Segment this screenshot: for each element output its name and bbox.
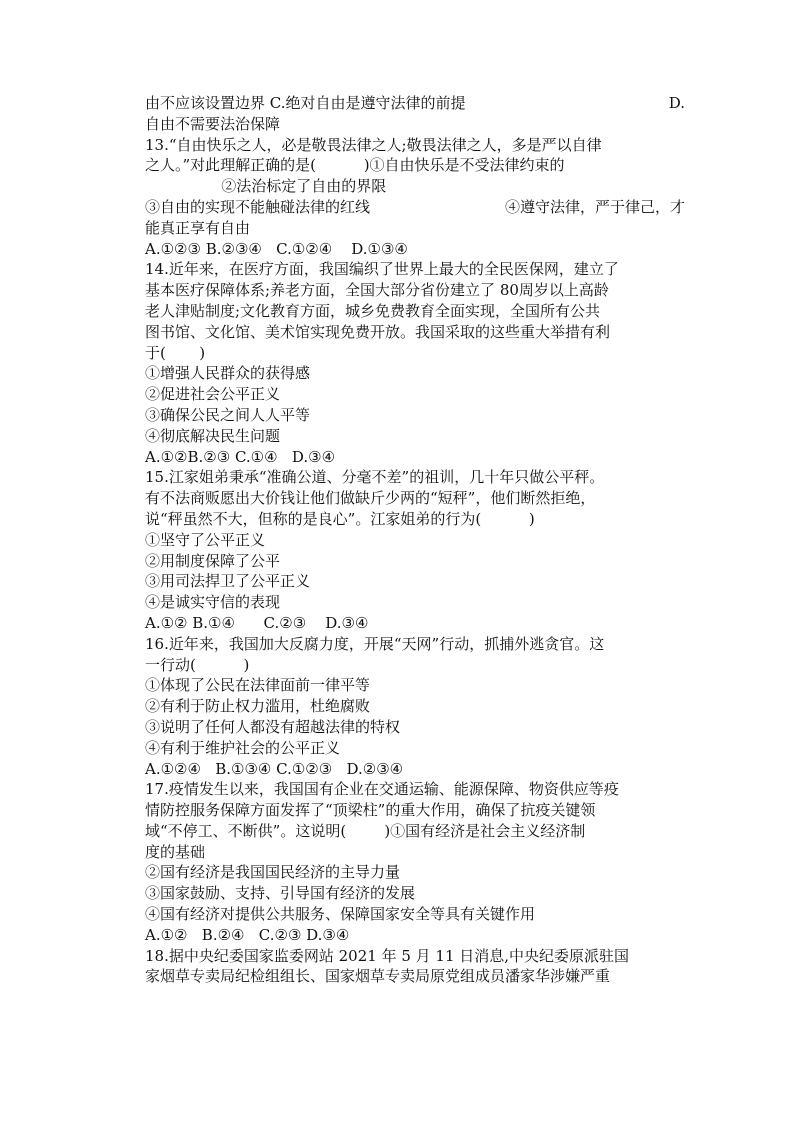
answer-options: A.①②B.②③ C.①④ D.③④ [145, 447, 336, 466]
question-17-stem: 17.疫情发生以来，我国国有企业在交通运输、能源保障、物资供应等疫 [145, 780, 619, 799]
statement-item: ④有利于维护社会的公平正义 [145, 738, 341, 757]
text-line: 家烟草专卖局纪检组组长、国家烟草专卖局原党组成员潘家华涉嫌严重 [145, 967, 611, 986]
statement-item: ②国有经济是我国国民经济的主导力量 [145, 863, 401, 882]
text-line: 能真正享有自由 [145, 218, 251, 237]
text-line: 于( ) [145, 343, 206, 362]
text-line-right: ④遵守法律，严于律己，才 [504, 197, 685, 216]
text-line-right: D. [668, 94, 685, 112]
text-line: 说“秤虽然不大，但称的是良心”。江家姐弟的行为( ) [145, 509, 535, 528]
statement-item: ②有利于防止权力滥用，杜绝腐败 [145, 697, 371, 716]
text-line-left: 由不应该设置边界 C.绝对自由是遵守法律的前提 [145, 94, 466, 112]
statement-item: ③说明了任何人都没有超越法律的特权 [145, 717, 401, 736]
statement-item: ③国家鼓励、支持、引导国有经济的发展 [145, 884, 416, 903]
statement-item: ②促进社会公平正义 [145, 385, 281, 404]
question-16-stem: 16.近年来，我国加大反腐力度，开展“天网”行动，抓捕外逃贪官。这 [145, 634, 605, 653]
question-13-stem: 13.“自由快乐之人，必是敬畏法律之人;敬畏法律之人，多是严以自律 [145, 135, 602, 154]
answer-options: A.①②③ B.②③④ C.①②④ D.①③④ [145, 239, 408, 258]
statement-item: ①体现了公民在法律面前一律平等 [145, 676, 371, 695]
question-14-stem: 14.近年来，在医疗方面，我国编织了世界上最大的全民医保网，建立了 [145, 260, 619, 279]
statement-item: ③用司法捍卫了公平正义 [145, 572, 311, 591]
text-line: 度的基础 [145, 842, 206, 861]
statement-item: ④国有经济对提供公共服务、保障国家安全等具有关键作用 [145, 905, 536, 924]
question-15-stem: 15.江家姐弟秉承“准确公道、分毫不差”的祖训，几十年只做公平秤。 [145, 468, 605, 487]
text-line: 自由不需要法治保障 [145, 114, 281, 133]
statement-item: ①增强人民群众的获得感 [145, 364, 311, 383]
text-line: 一行动( ) [145, 655, 250, 674]
text-line: 情防控服务保障方面发挥了“顶梁柱”的重大作用，确保了抗疫关键领 [145, 801, 596, 820]
text-line: 基本医疗保障体系;养老方面，全国大部分省份建立了 80周岁以上高龄 [145, 281, 609, 300]
question-18-stem: 18.据中央纪委国家监委网站 2021 年 5 月 11 日消息,中央纪委原派驻国 [145, 946, 630, 965]
statement-item: ③确保公民之间人人平等 [145, 405, 311, 424]
text-line [145, 197, 685, 218]
statement-item: ②用制度保障了公平 [145, 551, 281, 570]
statement-item: ①坚守了公平正义 [145, 530, 266, 549]
text-line: 图书馆、文化馆、美术馆实现免费开放。我国采取的这些重大举措有利 [145, 322, 611, 341]
text-line: ②法治标定了自由的界限 [145, 177, 387, 196]
answer-options: A.①② B.②④ C.②③ D.③④ [145, 925, 350, 944]
statement-item: ④彻底解决民生问题 [145, 426, 281, 445]
answer-options: A.①②④ B.①③④ C.①②③ D.②③④ [145, 759, 404, 778]
text-line: 有不法商贩愿出大价钱让他们做缺斤少两的“短秤”，他们断然拒绝， [145, 489, 596, 508]
text-line-left: ③自由的实现不能触碰法律的红线 [145, 197, 371, 216]
text-line: 域“不停工、不断供”。这说明( )①国有经济是社会主义经济制 [145, 821, 586, 840]
statement-item: ④是诚实守信的表现 [145, 593, 281, 612]
answer-options: A.①② B.①④ C.②③ D.③④ [145, 613, 369, 632]
text-line [145, 93, 685, 114]
text-line: 老人津贴制度;文化教育方面，城乡免费教育全面实现，全国所有公共 [145, 301, 601, 320]
text-line: 之人。”对此理解正确的是( )①自由快乐是不受法律约束的 [145, 156, 565, 175]
document-page [145, 93, 685, 987]
